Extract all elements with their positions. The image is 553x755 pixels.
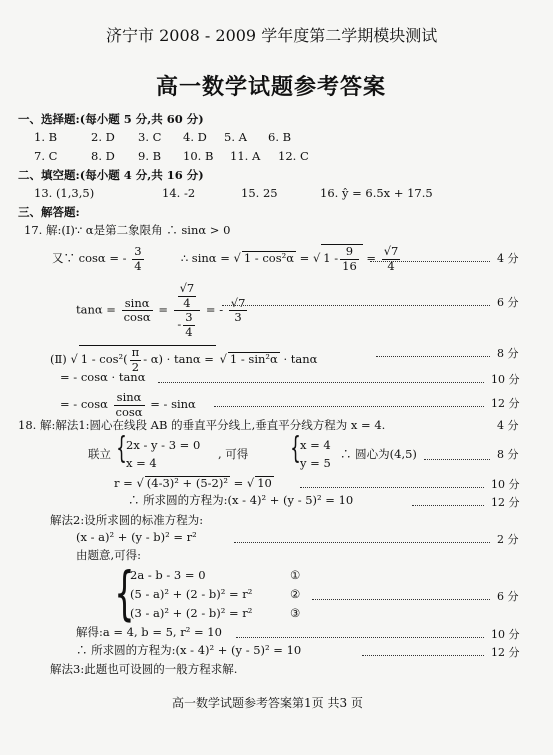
choice-answer: 8. D bbox=[91, 149, 115, 163]
numerator: π bbox=[131, 345, 140, 359]
system-eq: x = 4 bbox=[126, 456, 157, 470]
sqrt-content bbox=[321, 244, 363, 272]
numerator: 3 bbox=[134, 244, 142, 258]
system-eq: 2a - b - 3 = 0 bbox=[130, 568, 206, 582]
score: 2 分 bbox=[497, 533, 519, 546]
text: = bbox=[158, 302, 168, 317]
text: = bbox=[366, 251, 377, 265]
text: = - cosα bbox=[60, 397, 108, 411]
compound-fraction bbox=[174, 283, 201, 338]
numerator: √7 bbox=[383, 244, 399, 258]
q18-radius: r = √ (4-3)² + (5-2)² = √ 10 bbox=[114, 476, 272, 490]
brace: { bbox=[290, 431, 301, 466]
choice-answer: 2. D bbox=[91, 130, 115, 144]
section-fill-in-heading bbox=[18, 170, 204, 182]
q18-method2: 解法2:设所求圆的标准方程为: bbox=[50, 513, 204, 527]
section-label: 一、选择题: bbox=[18, 112, 80, 126]
system-eq: (5 - a)² + (2 - b)² = r² bbox=[130, 587, 253, 601]
fill-answer: 13. (1,3,5) bbox=[34, 186, 95, 200]
denominator: 2 bbox=[131, 359, 140, 374]
denominator: 4 bbox=[185, 324, 193, 339]
text: · tanα bbox=[283, 352, 318, 366]
q17-line5: = - cosα · tanα bbox=[60, 370, 146, 384]
exam-header: 济宁市 2008 - 2009 学年度第二学期模块测试 bbox=[106, 26, 438, 45]
leader-dots bbox=[312, 599, 490, 600]
numerator: 9 bbox=[340, 246, 359, 260]
text: = - sinα bbox=[150, 397, 196, 411]
leader-dots bbox=[236, 637, 484, 638]
numerator bbox=[174, 283, 201, 311]
sqrt-content: 1 - sin²α bbox=[229, 352, 278, 366]
text: - bbox=[177, 317, 182, 331]
numerator: 3 bbox=[185, 310, 193, 324]
fill-answer: 16. ŷ = 6.5x + 17.5 bbox=[320, 186, 433, 200]
fill-answer: 15. 25 bbox=[241, 186, 278, 200]
choice-answer: 1. B bbox=[34, 130, 58, 144]
text: - α) · tanα = bbox=[143, 352, 214, 366]
denominator: cosα bbox=[115, 404, 143, 419]
fraction bbox=[229, 295, 248, 324]
q18-eq1: ∴ 所求圆的方程为:(x - 4)² + (y - 5)² = 10 bbox=[128, 493, 354, 507]
q18-kede: , 可得 bbox=[218, 447, 249, 461]
text: = - bbox=[205, 302, 224, 317]
leader-dots bbox=[300, 487, 484, 488]
section-note: (每小题 5 分,共 60 分) bbox=[79, 112, 204, 126]
fraction bbox=[122, 295, 153, 324]
score: 10 分 bbox=[491, 628, 520, 641]
denominator: cosα bbox=[123, 310, 151, 324]
q18-standard-eq: (x - a)² + (y - b)² = r² bbox=[76, 530, 197, 544]
section-solutions-heading: 三、解答题: bbox=[18, 205, 80, 219]
fraction bbox=[382, 246, 401, 272]
choice-answer: 9. B bbox=[138, 149, 162, 163]
score: 10 分 bbox=[491, 478, 520, 491]
denominator bbox=[174, 311, 201, 338]
q18-method3: 解法3:此题也可设圆的一般方程求解. bbox=[50, 662, 238, 676]
circle-number: ③ bbox=[290, 606, 301, 620]
text: tanα = bbox=[76, 302, 116, 317]
fraction bbox=[114, 392, 145, 418]
numerator: sinα bbox=[122, 298, 153, 312]
leader-dots bbox=[412, 505, 484, 506]
choice-answer: 3. C bbox=[138, 130, 162, 144]
q18-eq2: ∴ 所求圆的方程为:(x - 4)² + (y - 5)² = 10 bbox=[76, 643, 302, 657]
text: ∴ sinα = bbox=[180, 251, 230, 265]
leader-dots bbox=[222, 305, 490, 306]
denominator: 4 bbox=[134, 258, 142, 273]
q18-center: ∴ 圆心为(4,5) bbox=[340, 447, 417, 461]
q17-line3 bbox=[76, 283, 249, 338]
sqrt-content: 1 - cos²α bbox=[243, 251, 294, 265]
text: r = bbox=[114, 476, 133, 490]
score: 8 分 bbox=[497, 347, 519, 360]
text: 1 - cos²( bbox=[80, 352, 128, 366]
fill-answer: 14. -2 bbox=[162, 186, 196, 200]
leader-dots bbox=[158, 382, 484, 383]
system-eq: x = 4 bbox=[300, 438, 331, 452]
numerator: √7 bbox=[230, 295, 246, 310]
sqrt-content: 10 bbox=[257, 476, 272, 490]
denominator: 4 bbox=[183, 295, 191, 310]
choice-answer: 10. B bbox=[183, 149, 214, 163]
q17-line4: (Ⅱ) √ 1 - cos²( $\frac{\pi}{2}$ - α) · tanα = √ 1 - sin²α · tanα bbox=[50, 345, 318, 374]
numerator: sinα bbox=[114, 392, 145, 406]
circle-number: ① bbox=[290, 568, 301, 582]
numerator: √7 bbox=[179, 281, 195, 295]
fraction bbox=[178, 283, 197, 309]
choice-answer: 4. D bbox=[183, 130, 207, 144]
choice-answer: 12. C bbox=[278, 149, 309, 163]
q18-line1: 18. 解:解法1:圆心在线段 AB 的垂直平分线上,垂直平分线方程为 x = 4. bbox=[18, 418, 386, 432]
page-footer: 高一数学试题参考答案第1页 共3 页 bbox=[172, 696, 363, 710]
text: = bbox=[299, 251, 310, 265]
system-eq: (3 - a)² + (2 - b)² = r² bbox=[130, 606, 253, 620]
text: = bbox=[233, 476, 244, 490]
q17-line2: 又∵ cosα = - $\frac{3}{4}$ ∴ sinα = √ 1 - cos²α = √ 1 - $\frac{9}{16}$ = $\frac{√7}{4}$ bbox=[52, 244, 399, 273]
score: 6 分 bbox=[497, 296, 519, 309]
score: 12 分 bbox=[491, 397, 520, 410]
denominator: 4 bbox=[387, 258, 395, 273]
text: (Ⅱ) bbox=[50, 352, 67, 366]
choice-answer: 6. B bbox=[268, 130, 292, 144]
page-title: 高一数学试题参考答案 bbox=[156, 74, 387, 100]
score: 6 分 bbox=[497, 590, 519, 603]
leader-dots bbox=[214, 406, 484, 407]
score: 12 分 bbox=[491, 496, 520, 509]
choice-answer: 5. A bbox=[224, 130, 247, 144]
sqrt-content: (4-3)² + (5-2)² bbox=[146, 476, 228, 490]
score: 12 分 bbox=[491, 646, 520, 659]
text: 又∵ cosα = - bbox=[52, 251, 127, 265]
fraction bbox=[183, 312, 194, 338]
leader-dots bbox=[424, 459, 490, 460]
q18-lianli: 联立 bbox=[88, 447, 111, 461]
leader-dots bbox=[234, 542, 490, 543]
denominator: 3 bbox=[234, 310, 242, 324]
brace: { bbox=[114, 559, 135, 627]
q17-line1: 17. 解:(Ⅰ)∵ α是第二象限角 ∴ sinα > 0 bbox=[24, 223, 231, 237]
fraction bbox=[132, 246, 143, 272]
leader-dots bbox=[376, 356, 490, 357]
score: 4 分 bbox=[497, 252, 519, 265]
brace: { bbox=[116, 431, 127, 466]
choice-answer: 7. C bbox=[34, 149, 58, 163]
system-eq: y = 5 bbox=[300, 456, 331, 470]
section-label: 二、填空题: bbox=[18, 168, 80, 182]
circle-number: ② bbox=[290, 587, 301, 601]
system-eq: 2x - y - 3 = 0 bbox=[126, 438, 201, 452]
leader-dots bbox=[362, 655, 484, 656]
q17-line6 bbox=[60, 392, 196, 418]
section-multiple-choice-heading bbox=[18, 114, 204, 126]
choice-answer: 11. A bbox=[230, 149, 261, 163]
fraction bbox=[340, 246, 359, 272]
section-note: (每小题 4 分,共 16 分) bbox=[79, 168, 204, 182]
leader-dots bbox=[370, 261, 490, 262]
score: 10 分 bbox=[491, 373, 520, 386]
score: 8 分 bbox=[497, 448, 519, 461]
q18-given: 由题意,可得: bbox=[76, 548, 142, 562]
text: 1 - bbox=[323, 251, 339, 265]
sqrt-content bbox=[79, 345, 216, 373]
score: 4 分 bbox=[497, 419, 519, 432]
q18-solution: 解得:a = 4, b = 5, r² = 10 bbox=[76, 625, 222, 639]
denominator: 16 bbox=[342, 258, 357, 273]
